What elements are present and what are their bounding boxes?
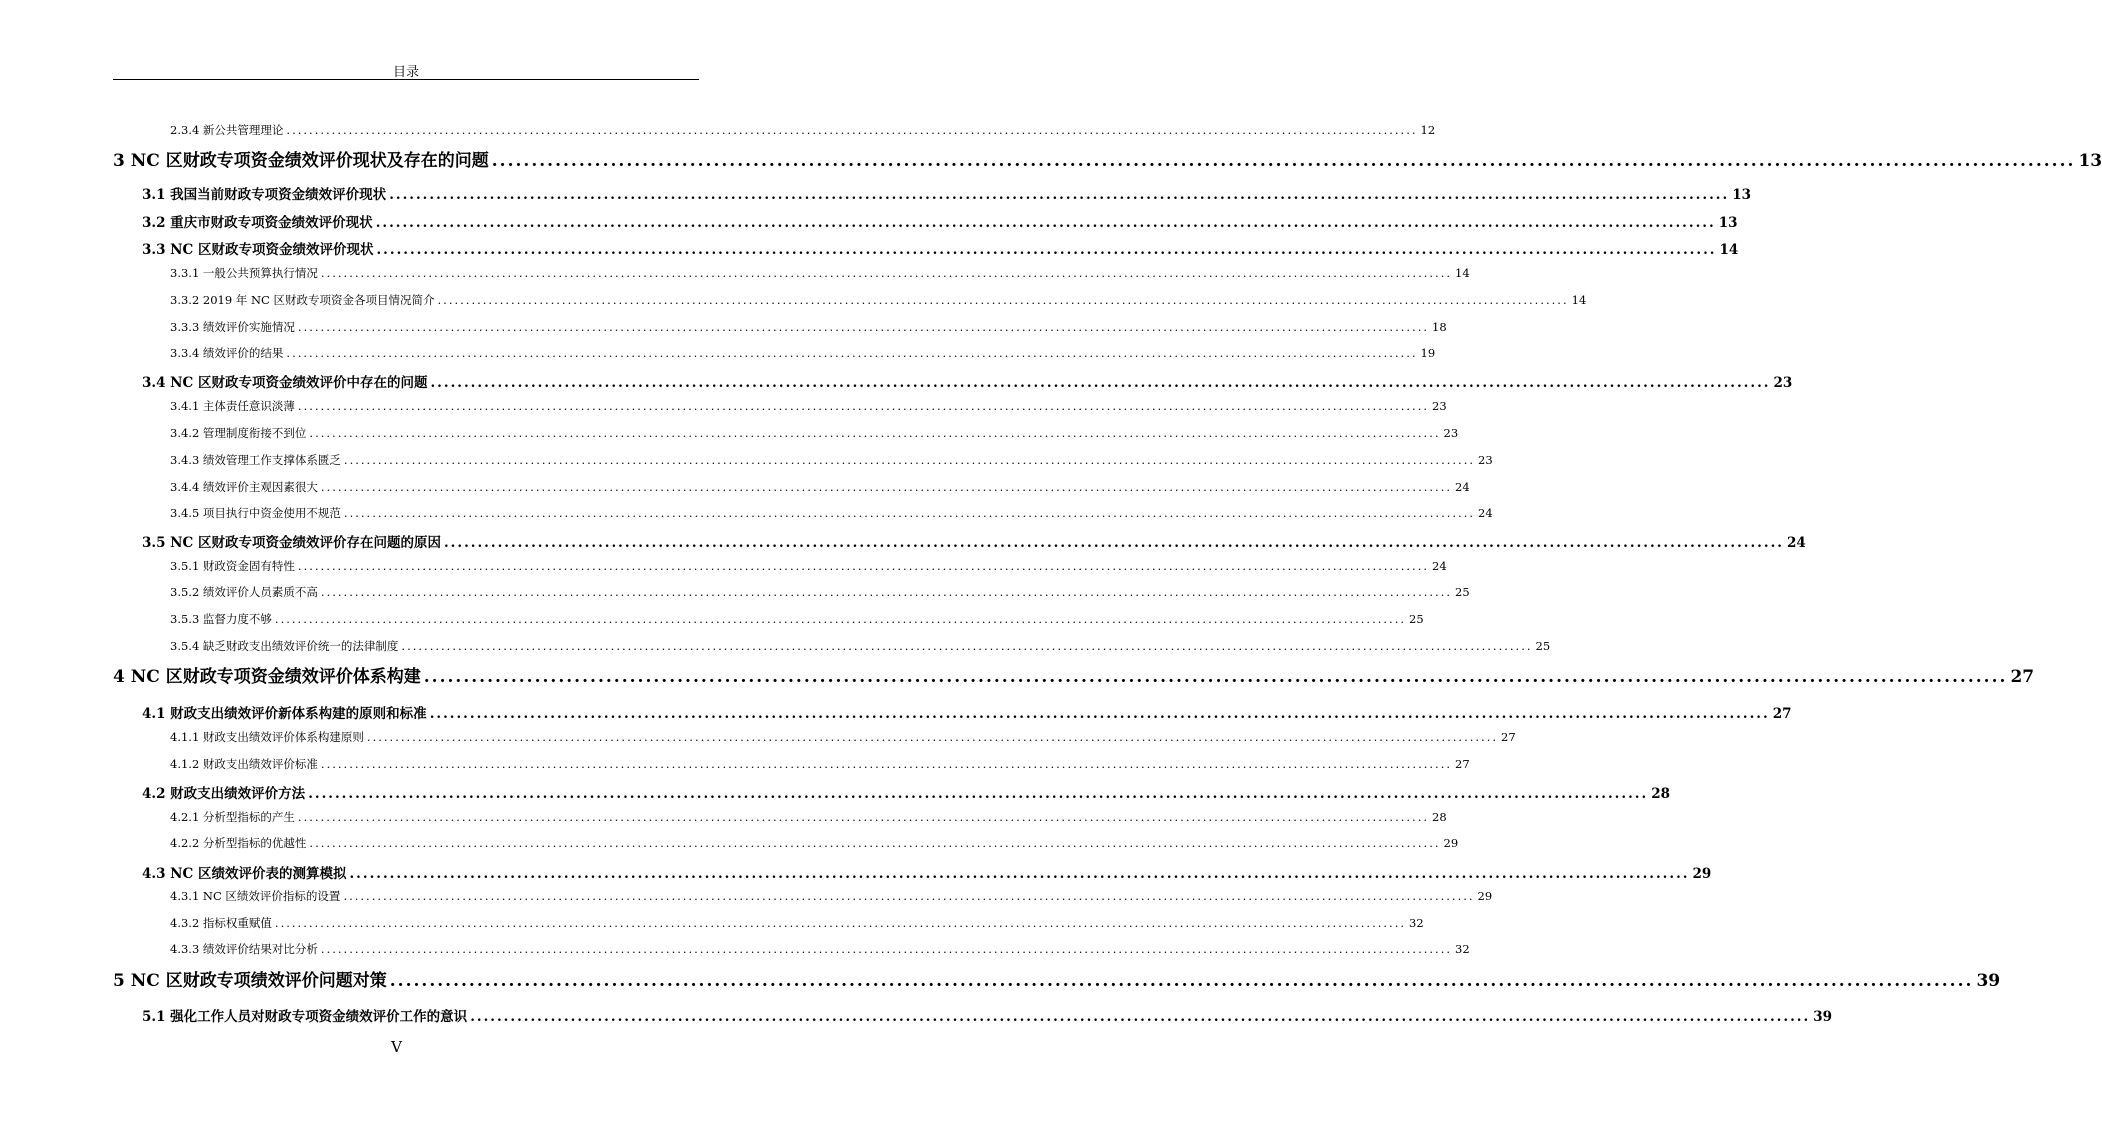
toc-entry-page: 14 [1719, 242, 1739, 258]
toc-leader-dots: ........................................................................................................................................................................................................ [297, 320, 1430, 334]
toc-entry-title: 3.5.4 缺乏财政支出绩效评价统一的法律制度 [170, 639, 399, 653]
toc-entry[interactable] [170, 558, 1447, 574]
toc-leader-dots: ........................................................................................................................................................................................................ [320, 757, 1453, 771]
toc-entry-page: 13 [1718, 215, 1738, 231]
toc-entry-page: 32 [1455, 942, 1470, 956]
toc-entry-title: 3.4.2 管理制度衔接不到位 [170, 426, 307, 440]
toc-entry-title: 3.5.1 财政资金固有特性 [170, 559, 295, 573]
toc-entry-page: 27 [1501, 730, 1516, 744]
toc-entry-title: 3.3 NC 区财政专项资金绩效评价现状 [142, 242, 374, 258]
toc-entry[interactable] [170, 345, 1436, 361]
toc-entry[interactable] [113, 662, 2035, 687]
toc-entry[interactable] [170, 756, 1470, 772]
toc-entry-page: 23 [1432, 399, 1447, 413]
toc-leader-dots: ........................................................................................................................................................................................................ [286, 123, 1418, 137]
toc-entry-title: 3 NC 区财政专项资金绩效评价现状及存在的问题 [113, 151, 489, 171]
toc-entry[interactable] [170, 265, 1470, 281]
toc-entry-title: 3.1 我国当前财政专项资金绩效评价现状 [142, 187, 387, 203]
toc-entry-title: 5 NC 区财政专项绩效评价问题对策 [113, 971, 387, 991]
toc-leader-dots: ........................................................................................................................................................................................................ [320, 585, 1453, 599]
toc-leader-dots: ........................................................................................................................................................................................................ [491, 151, 2076, 171]
toc-leader-dots: ........................................................................................................................................................................................................ [308, 786, 1649, 802]
toc-entry-page: 27 [1455, 757, 1470, 771]
toc-entry[interactable] [142, 211, 1738, 231]
toc-leader-dots: ........................................................................................................................................................................................................ [376, 242, 1717, 258]
toc-entry[interactable] [170, 292, 1587, 308]
toc-entry[interactable] [170, 584, 1470, 600]
toc-entry-page: 23 [1773, 375, 1793, 391]
toc-entry-page: 25 [1535, 639, 1551, 653]
toc-leader-dots: ........................................................................................................................................................................................................ [343, 506, 1476, 520]
toc-entry-title: 3.3.3 绩效评价实施情况 [170, 320, 295, 334]
header-divider [113, 79, 699, 80]
toc-entry[interactable] [170, 638, 1551, 654]
toc-entry[interactable] [142, 782, 1670, 802]
toc-leader-dots: ........................................................................................................................................................................................................ [443, 535, 1784, 551]
toc-leader-dots: ........................................................................................................................................................................................................ [297, 810, 1430, 824]
toc-entry-title: 3.3.2 2019 年 NC 区财政专项资金各项目情况简介 [170, 293, 435, 307]
toc-leader-dots: ........................................................................................................................................................................................................ [274, 612, 1407, 626]
toc-entry[interactable] [170, 122, 1436, 138]
toc-leader-dots: ........................................................................................................................................................................................................ [320, 480, 1453, 494]
toc-leader-dots: ........................................................................................................................................................................................................ [309, 426, 1441, 440]
toc-entry[interactable] [113, 966, 2001, 991]
toc-leader-dots: ........................................................................................................................................................................................................ [297, 559, 1430, 573]
toc-entry-title: 3.4.1 主体责任意识淡薄 [170, 399, 295, 413]
toc-entry-title: 3.4 NC 区财政专项资金绩效评价中存在的问题 [142, 375, 428, 391]
toc-leader-dots: ........................................................................................................................................................................................................ [320, 266, 1453, 280]
toc-entry[interactable] [142, 702, 1792, 722]
toc-entry-page: 28 [1651, 786, 1670, 802]
toc-entry-title: 4.1.2 财政支出绩效评价标准 [170, 757, 318, 771]
toc-leader-dots: ........................................................................................................................................................................................................ [470, 1009, 1811, 1025]
toc-entry-page: 24 [1786, 535, 1806, 551]
toc-entry-page: 29 [1692, 866, 1712, 882]
page-number: V [391, 1038, 402, 1056]
toc-entry[interactable] [142, 238, 1739, 258]
toc-entry[interactable] [170, 915, 1424, 931]
toc-entry-page: 23 [1443, 426, 1459, 440]
toc-entry-title: 3.3.1 一般公共预算执行情况 [170, 266, 318, 280]
toc-leader-dots: ........................................................................................................................................................................................................ [430, 375, 1771, 391]
toc-entry-title: 3.3.4 绩效评价的结果 [170, 346, 284, 360]
toc-entry[interactable] [170, 398, 1447, 414]
toc-entry-page: 24 [1432, 559, 1447, 573]
toc-entry[interactable] [142, 531, 1806, 551]
toc-entry-page: 24 [1478, 506, 1493, 520]
toc-leader-dots: ........................................................................................................................................................................................................ [375, 215, 1716, 231]
toc-leader-dots: ........................................................................................................................................................................................................ [343, 453, 1476, 467]
toc-entry-page: 27 [1772, 706, 1792, 722]
toc-entry-title: 4.2.1 分析型指标的产生 [170, 810, 295, 824]
toc-entry-title: 4.3 NC 区绩效评价表的测算模拟 [142, 866, 347, 882]
toc-leader-dots: ........................................................................................................................................................................................................ [343, 889, 1475, 903]
toc-entry[interactable] [170, 479, 1470, 495]
toc-leader-dots: ........................................................................................................................................................................................................ [349, 866, 1690, 882]
toc-entry-title: 5.1 强化工作人员对财政专项资金绩效评价工作的意识 [142, 1009, 468, 1025]
toc-entry[interactable] [142, 371, 1793, 391]
toc-entry-title: 3.4.3 绩效管理工作支撑体系匮乏 [170, 453, 341, 467]
toc-leader-dots: ........................................................................................................................................................................................................ [297, 399, 1430, 413]
toc-entry[interactable] [170, 319, 1447, 335]
toc-entry-title: 2.3.4 新公共管理理论 [170, 123, 284, 137]
toc-leader-dots: ........................................................................................................................................................................................................ [437, 293, 1569, 307]
toc-entry[interactable] [170, 941, 1470, 957]
toc-entry-title: 3.5 NC 区财政专项资金绩效评价存在问题的原因 [142, 535, 441, 551]
toc-entry[interactable] [142, 1005, 1832, 1025]
toc-entry-title: 4.2 财政支出绩效评价方法 [142, 786, 306, 802]
toc-leader-dots: ........................................................................................................................................................................................................ [389, 187, 1730, 203]
toc-entry-page: 27 [2010, 667, 2035, 687]
toc-entry-page: 29 [1477, 889, 1493, 903]
toc-entry[interactable] [113, 146, 2102, 171]
toc-leader-dots: ........................................................................................................................................................................................................ [286, 346, 1418, 360]
toc-entry-title: 4.1 财政支出绩效评价新体系构建的原则和标准 [142, 706, 427, 722]
toc-entry-title: 4.3.3 绩效评价结果对比分析 [170, 942, 318, 956]
toc-entry-page: 39 [1813, 1009, 1832, 1025]
toc-entry-page: 14 [1571, 293, 1587, 307]
toc-leader-dots: ........................................................................................................................................................................................................ [309, 836, 1441, 850]
toc-entry[interactable] [170, 888, 1493, 904]
toc-entry-page: 39 [1976, 971, 2001, 991]
toc-entry[interactable] [170, 729, 1516, 745]
toc-entry-page: 29 [1443, 836, 1459, 850]
toc-entry-title: 3.4.4 绩效评价主观因素很大 [170, 480, 318, 494]
toc-entry-title: 4.3.1 NC 区绩效评价指标的设置 [170, 889, 341, 903]
toc-entry-page: 19 [1420, 346, 1436, 360]
toc-entry-page: 25 [1409, 612, 1424, 626]
toc-leader-dots: ........................................................................................................................................................................................................ [401, 639, 1533, 653]
toc-entry-page: 24 [1455, 480, 1470, 494]
toc-entry-title: 4.1.1 财政支出绩效评价体系构建原则 [170, 730, 364, 744]
toc-entry[interactable] [170, 809, 1447, 825]
toc-leader-dots: ........................................................................................................................................................................................................ [423, 667, 2008, 687]
toc-entry-title: 3.5.2 绩效评价人员素质不高 [170, 585, 318, 599]
toc-leader-dots: ........................................................................................................................................................................................................ [429, 706, 1770, 722]
toc-entry[interactable] [170, 425, 1459, 441]
toc-entry[interactable] [142, 862, 1712, 882]
toc-entry[interactable] [170, 835, 1459, 851]
toc-entry-page: 23 [1478, 453, 1493, 467]
toc-entry-title: 3.5.3 监督力度不够 [170, 612, 272, 626]
toc-entry-page: 13 [2078, 151, 2102, 171]
toc-entry-page: 12 [1420, 123, 1436, 137]
toc-entry-page: 32 [1409, 916, 1424, 930]
toc-entry-title: 3.4.5 项目执行中资金使用不规范 [170, 506, 341, 520]
toc-entry-page: 28 [1432, 810, 1447, 824]
page-header-title: 目录 [392, 65, 419, 80]
toc-entry-title: 4.2.2 分析型指标的优越性 [170, 836, 307, 850]
toc-leader-dots: ........................................................................................................................................................................................................ [389, 971, 1974, 991]
toc-leader-dots: ........................................................................................................................................................................................................ [320, 942, 1453, 956]
toc-entry[interactable] [170, 611, 1424, 627]
toc-entry-page: 13 [1732, 187, 1751, 203]
toc-entry[interactable] [170, 452, 1493, 468]
toc-leader-dots: ........................................................................................................................................................................................................ [366, 730, 1499, 744]
toc-entry[interactable] [170, 505, 1493, 521]
toc-entry-title: 3.2 重庆市财政专项资金绩效评价现状 [142, 215, 373, 231]
toc-entry-page: 25 [1455, 585, 1470, 599]
toc-entry-page: 14 [1455, 266, 1470, 280]
toc-entry-title: 4.3.2 指标权重赋值 [170, 916, 272, 930]
toc-entry-page: 18 [1432, 320, 1447, 334]
toc-entry[interactable] [142, 183, 1751, 203]
toc-leader-dots: ........................................................................................................................................................................................................ [274, 916, 1407, 930]
toc-entry-title: 4 NC 区财政专项资金绩效评价体系构建 [113, 667, 421, 687]
